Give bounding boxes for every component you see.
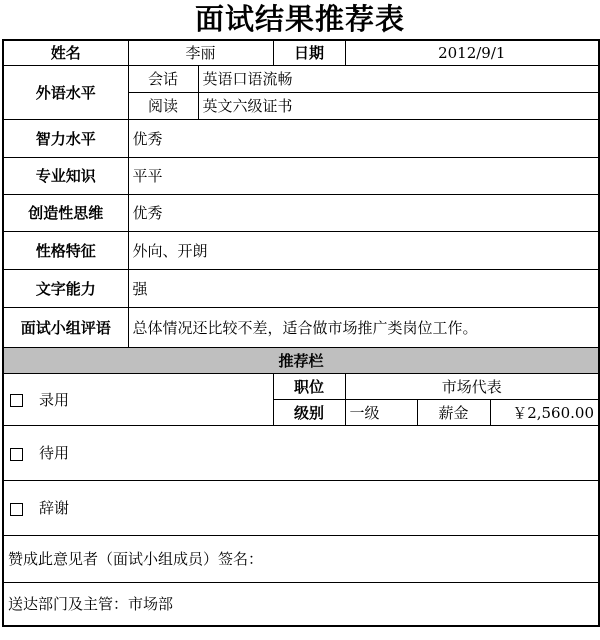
hire-option[interactable] [3,373,273,425]
recommend-section-row [3,347,599,373]
form-title: 面试结果推荐表 [194,2,405,36]
reading-label: 阅读 [128,92,198,119]
date-label: 日期 [273,40,345,65]
decline-label: 辞谢 [39,499,70,517]
approver-signature: 赞成此意见者（面试小组成员）签名： [3,535,599,582]
pending-row [3,425,599,480]
name-value: 李丽 [128,40,273,65]
knowledge-label: 专业知识 [3,157,128,194]
approver-row [3,535,599,582]
personality-row [3,231,599,269]
comment-label: 面试小组评语 [3,307,128,347]
decline-row [3,480,599,535]
reading-value: 英文六级证书 [198,92,599,119]
personality-label: 性格特征 [3,231,128,269]
hire-checkbox[interactable] [10,394,23,407]
hire-label: 录用 [39,390,70,409]
date-value: 2012/9/1 [345,40,599,65]
language-label: 外语水平 [3,65,128,119]
creativity-label: 创造性思维 [3,194,128,231]
intelligence-row [3,119,599,157]
decline-checkbox[interactable] [10,503,23,516]
hire-row-position [3,373,599,399]
creativity-row [3,194,599,231]
language-row-speaking [3,65,599,92]
intelligence-label: 智力水平 [3,119,128,157]
recommend-section-header: 推荐栏 [3,347,599,373]
knowledge-value: 平平 [128,157,599,194]
intelligence-value: 优秀 [128,119,599,157]
name-label: 姓名 [3,40,128,65]
comment-value: 总体情况还比较不差，适合做市场推广类岗位工作。 [128,307,599,347]
writing-row [3,269,599,307]
pending-checkbox[interactable] [10,448,23,461]
decline-option[interactable] [3,480,599,535]
salary-label: 薪金 [417,399,490,425]
recommendation-form [2,39,600,627]
header-row [3,40,599,65]
level-label: 级别 [273,399,345,425]
creativity-value: 优秀 [128,194,599,231]
speaking-label: 会话 [128,65,198,92]
position-value: 市场代表 [345,373,599,399]
dept-row [3,582,599,626]
writing-value: 强 [128,269,599,307]
salary-value: ￥2,560.00 [490,399,599,425]
speaking-value: 英语口语流畅 [198,65,599,92]
writing-label: 文字能力 [3,269,128,307]
comment-row [3,307,599,347]
knowledge-row [3,157,599,194]
personality-value: 外向、开朗 [128,231,599,269]
pending-option[interactable] [3,425,599,480]
dept-recipient: 送达部门及主管：市场部 [3,582,599,626]
position-label: 职位 [273,373,345,399]
level-value: 一级 [345,399,417,425]
pending-label: 待用 [39,444,70,462]
